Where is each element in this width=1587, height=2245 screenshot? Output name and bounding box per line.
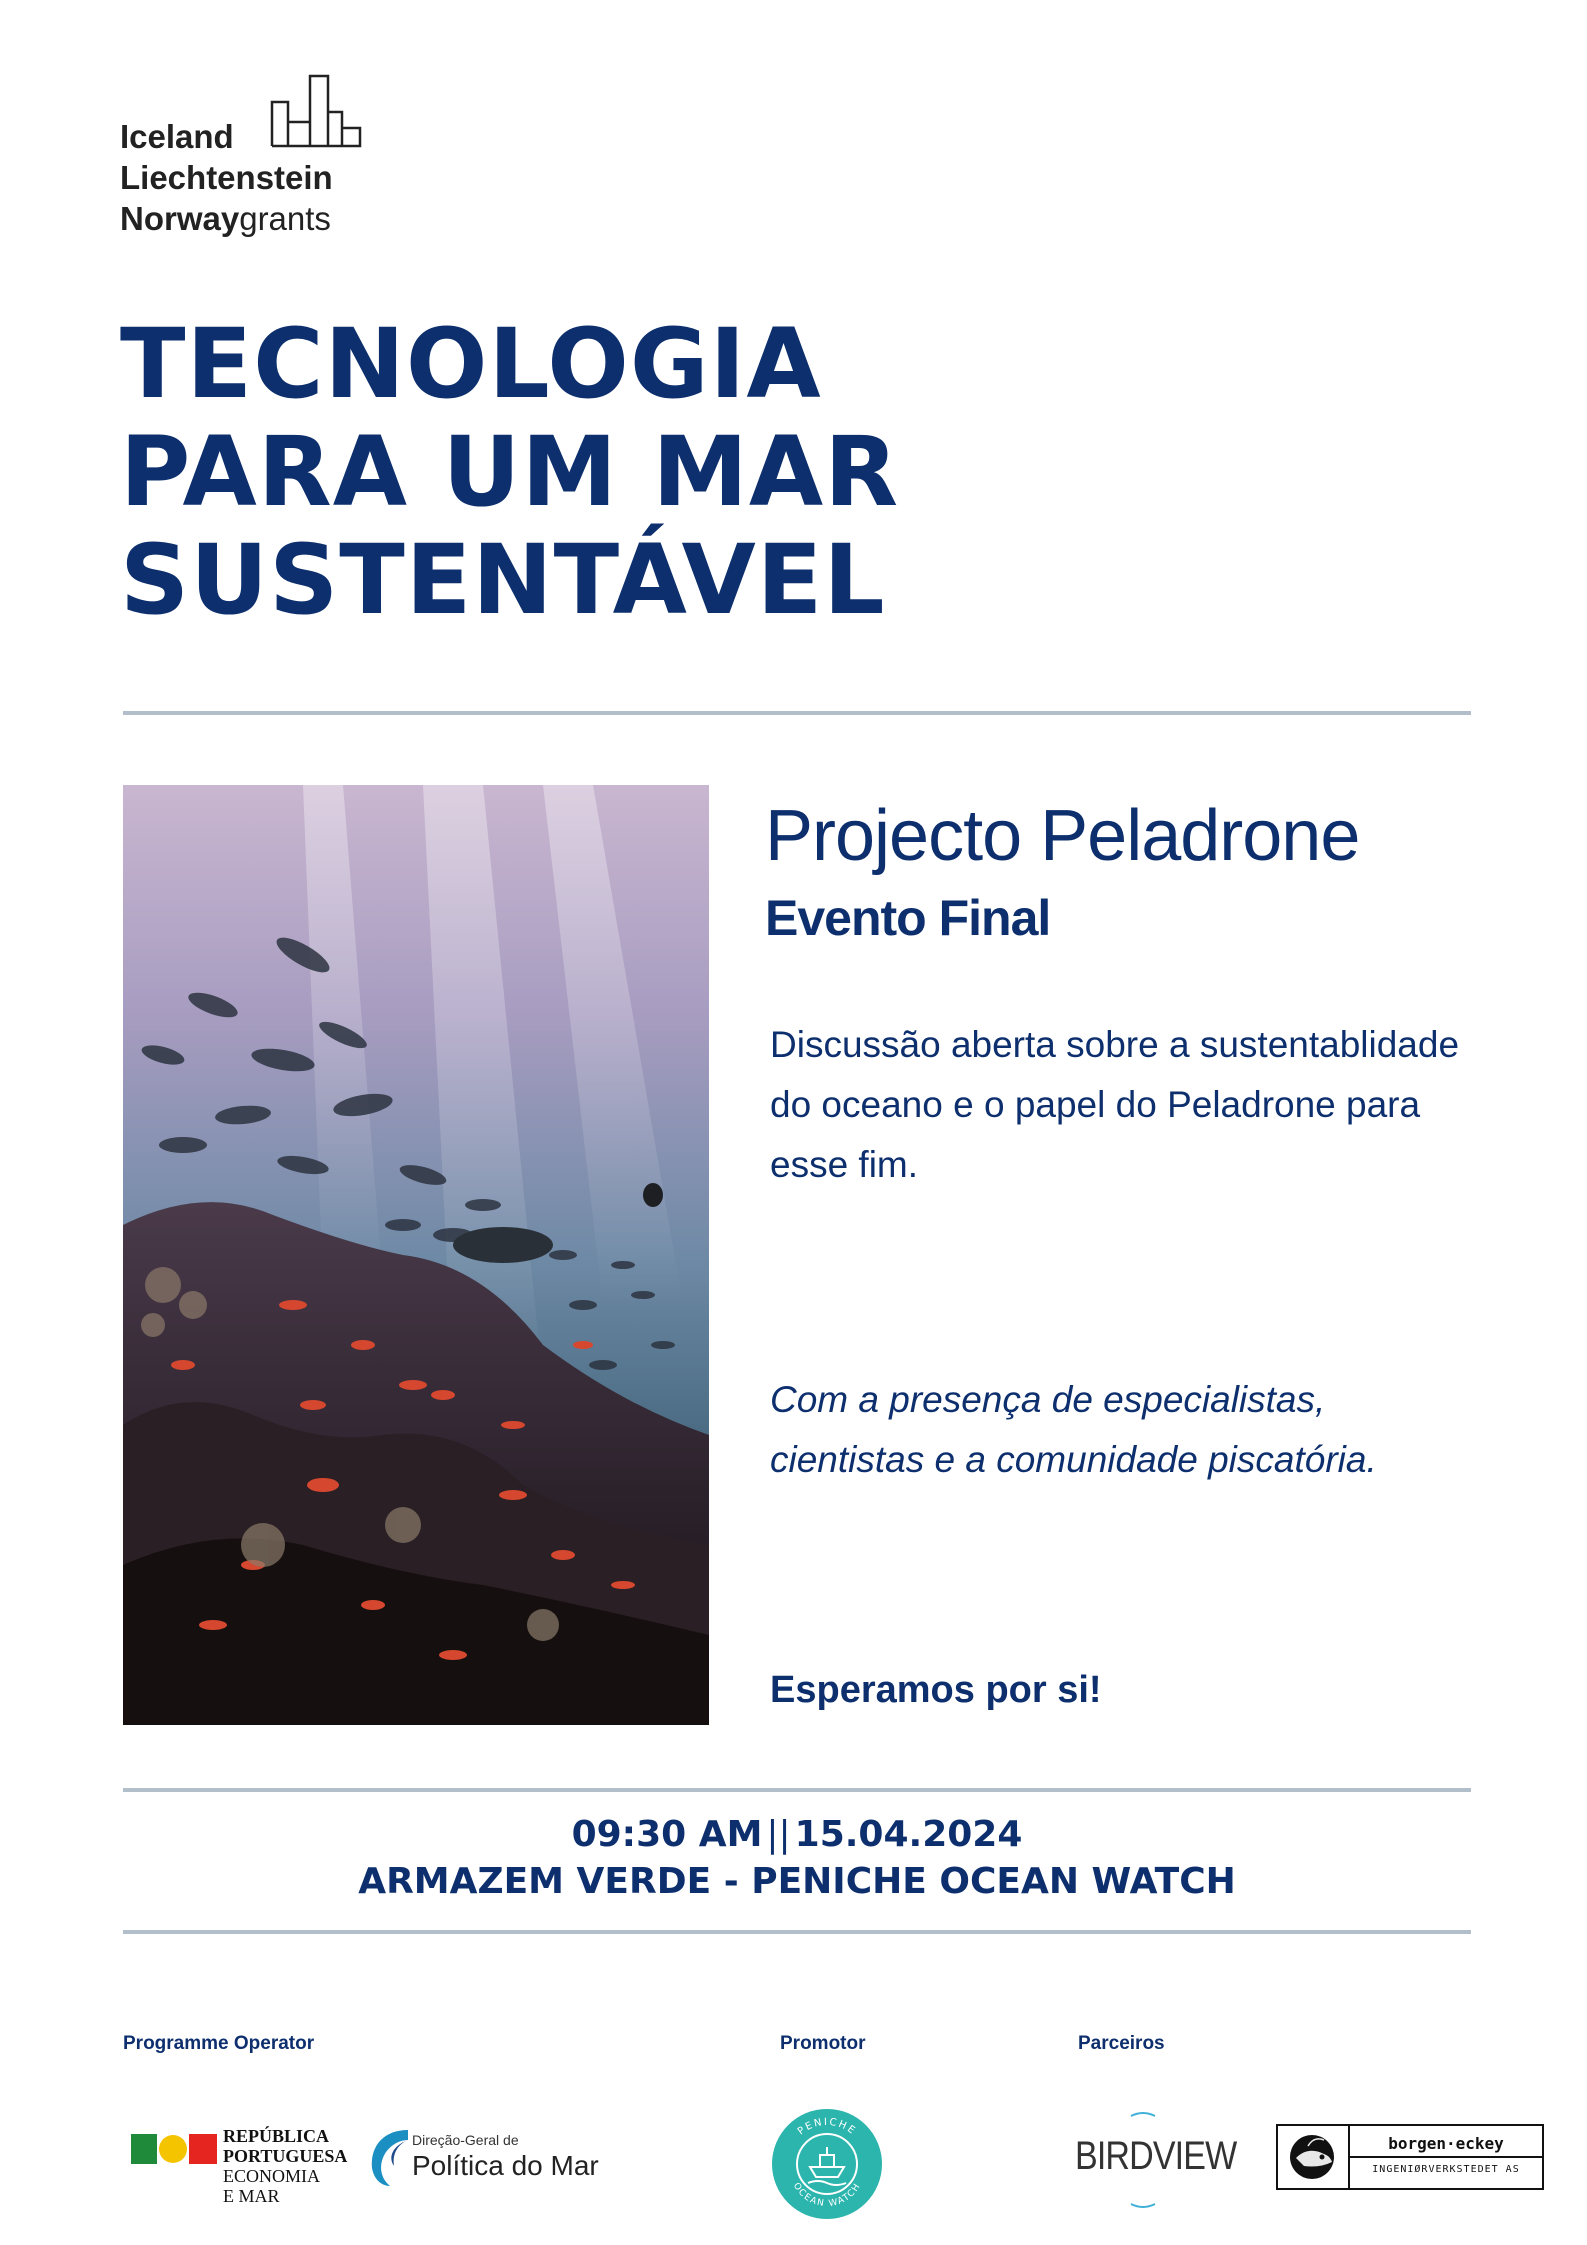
parceiros-label: Parceiros <box>1078 2033 1165 2054</box>
eea-line3-light: grants <box>239 200 331 237</box>
title-line-3: SUSTENTÁVEL <box>120 524 886 636</box>
birdview-logo <box>1075 2110 1237 2210</box>
dgpm-small-text: Direção-Geral de <box>412 2132 519 2148</box>
event-separator: || <box>766 1814 791 1855</box>
republica-line3: ECONOMIA <box>223 2166 320 2186</box>
closing-text: Esperamos por si! <box>770 1669 1102 1711</box>
wave-icon <box>368 2124 412 2188</box>
peniche-ocean-watch-logo <box>770 2107 884 2221</box>
republica-line2: PORTUGUESA <box>223 2146 348 2166</box>
underwater-photo <box>123 785 709 1725</box>
project-description: Discussão aberta sobre a sustentablidade do oceano e o papel do Peladrone para esse fim. <box>770 1024 1460 1185</box>
event-location: ARMAZEM VERDE - PENICHE OCEAN WATCH <box>358 1861 1236 1902</box>
title-line-2: PARA UM MAR <box>120 416 900 528</box>
republica-line4: E MAR <box>223 2186 280 2206</box>
eea-line1: Iceland <box>120 118 234 155</box>
divider-top <box>123 711 1471 715</box>
eea-line3-bold: Norway <box>120 200 240 237</box>
eea-grants-logo <box>120 68 380 248</box>
pow-bottom-text: OCEAN WATCH <box>790 2181 864 2210</box>
divider-bottom <box>123 1930 1471 1934</box>
dgpm-logo <box>368 2120 638 2200</box>
borgen-eckey-name: borgen·eckey <box>1388 2134 1504 2153</box>
anglerfish-icon <box>1284 2132 1340 2182</box>
divider-middle <box>123 1788 1471 1792</box>
borgen-eckey-logo <box>1276 2124 1544 2190</box>
title-line-1: TECNOLOGIA <box>120 308 822 420</box>
project-title: Projecto Peladrone <box>765 796 1360 876</box>
promotor-label: Promotor <box>780 2033 866 2054</box>
programme-operator-label: Programme Operator <box>123 2033 315 2054</box>
portugal-flag-icon <box>131 2132 219 2166</box>
birdview-text: BIRDVIEW <box>1075 2134 1237 2178</box>
project-subtitle: Evento Final <box>765 890 1051 946</box>
event-date: 15.04.2024 <box>794 1814 1023 1855</box>
event-time: 09:30 AM <box>571 1814 763 1855</box>
dgpm-big-text: Política do Mar <box>412 2150 599 2181</box>
pow-top-text: PENICHE <box>795 2116 859 2138</box>
borgen-eckey-sub: INGENIØRVERKSTEDET AS <box>1372 2164 1520 2175</box>
republica-line1: REPÚBLICA <box>223 2126 330 2146</box>
page-title <box>120 310 1420 634</box>
eea-line2: Liechtenstein <box>120 159 333 196</box>
project-presence: Com a presença de especialistas, cientistas e a comunidade piscatória. <box>770 1379 1377 1480</box>
event-time-date <box>123 1812 1471 1858</box>
republica-portuguesa-logo <box>131 2126 361 2206</box>
